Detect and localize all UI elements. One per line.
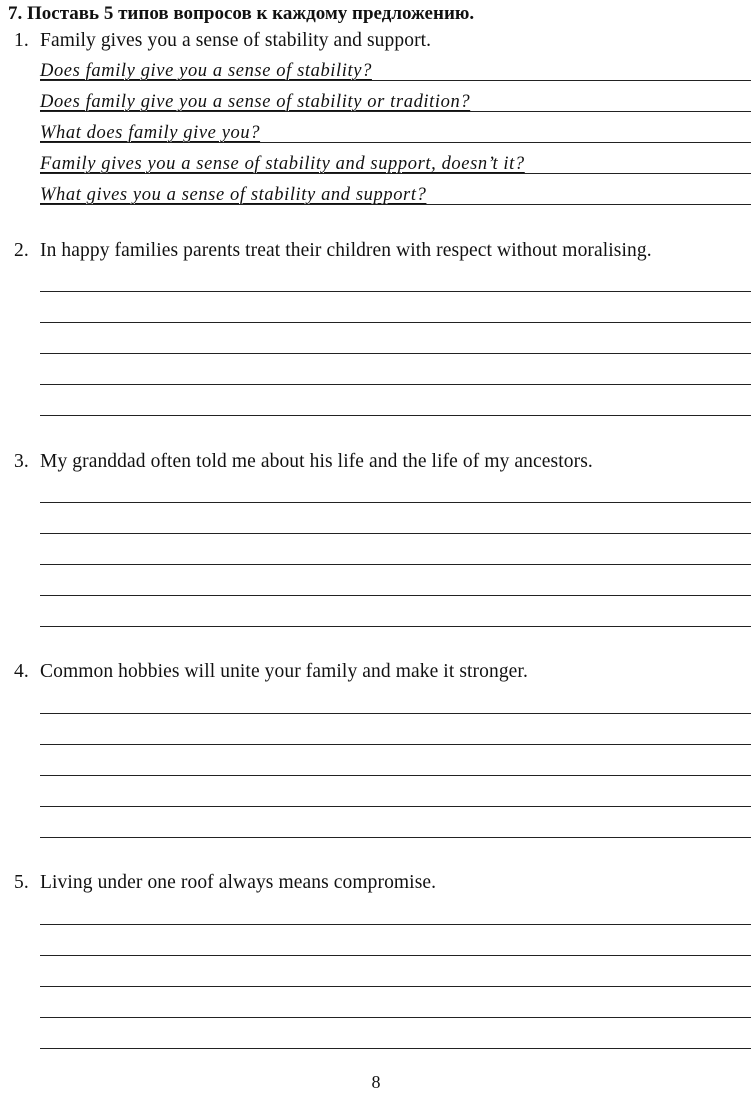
answer-line[interactable] [40,1048,751,1049]
answer-line[interactable] [40,415,751,416]
answer-line[interactable] [40,204,751,205]
answer-line[interactable] [40,353,751,354]
answer-line[interactable] [40,173,751,174]
answer-line[interactable] [40,111,751,112]
answer-line[interactable] [40,775,751,776]
sentence-4 [14,661,528,683]
answer-line[interactable] [40,291,751,292]
sentence-text: In happy families parents treat their children with respect without moralising. [40,240,652,261]
item-number: 2. [14,240,29,261]
answer-line[interactable] [40,564,751,565]
answer-line[interactable] [40,626,751,627]
sentence-5 [14,872,436,894]
answer-line[interactable] [40,322,751,323]
answer-line[interactable] [40,744,751,745]
item-number: 1. [14,30,29,51]
answer-line[interactable] [40,533,751,534]
answer-line[interactable] [40,924,751,925]
exercise-title: 7. Поставь 5 типов вопросов к каждому предложению. [8,3,475,24]
answer-line[interactable] [40,837,751,838]
answer-line[interactable] [40,80,751,81]
answer-line[interactable] [40,986,751,987]
sentence-text: Family gives you a sense of stability and support. [40,30,432,51]
answer-1-3[interactable]: What does family give you? [40,123,261,143]
answer-line[interactable] [40,713,751,714]
sentence-3 [14,451,593,473]
item-number: 5. [14,872,29,893]
item-number: 3. [14,451,29,472]
sentence-text: Common hobbies will unite your family and make it stronger. [40,661,528,682]
sentence-text: Living under one roof always means compromise. [40,872,437,893]
answer-1-2[interactable]: Does family give you a sense of stability or tradition? [40,92,471,112]
sentence-1 [14,30,431,52]
item-number: 4. [14,661,29,682]
answer-1-5[interactable]: What gives you a sense of stability and support? [40,185,427,205]
page-number: 8 [371,1072,381,1092]
answer-line[interactable] [40,806,751,807]
answer-line[interactable] [40,142,751,143]
answer-1-4[interactable]: Family gives you a sense of stability and support, doesn’t it? [40,154,525,174]
answer-1-1[interactable]: Does family give you a sense of stability? [40,61,372,81]
answer-line[interactable] [40,955,751,956]
answer-line[interactable] [40,595,751,596]
sentence-2 [14,240,652,262]
answer-line[interactable] [40,502,751,503]
sentence-text: My granddad often told me about his life and the life of my ancestors. [40,451,593,472]
answer-line[interactable] [40,384,751,385]
answer-line[interactable] [40,1017,751,1018]
